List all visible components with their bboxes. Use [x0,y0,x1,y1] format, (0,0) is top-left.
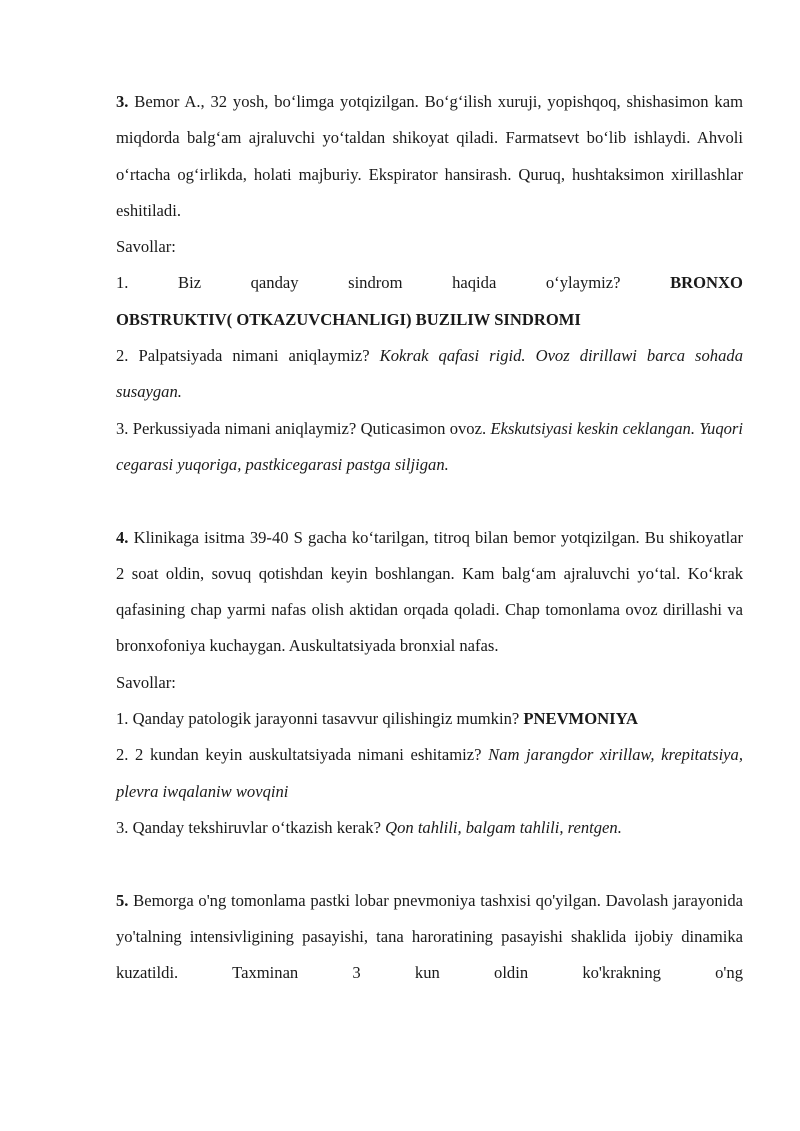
case-3-q3-answer: Ekskutsiyasi keskin ceklangan. Yuqori cegarasi yuqoriga, pastkicegarasi pastga siljigan. [116,418,743,474]
case-4-q3-answer: Qon tahlili, balgam tahlili, rentgen. [385,817,622,837]
document-content [116,84,743,991]
case-3-number: 3. [116,92,129,111]
case-3-q3-text: 3. Perkussiyada nimani aniqlaymiz? Quticasimon ovoz. [116,418,491,438]
q1-word: 1. [116,273,129,293]
case-3-question-1 [116,265,743,301]
case-3-text: Bemor A., 32 yosh, bo‘limga yotqizilgan. Bo‘g‘ilish xuruji, yopishqoq, shishasimon kam miqdorda balg‘am ajraluvchi yo‘taldan shikoyat qiladi. Farmatsevt bo‘lib ishlaydi. Ahvoli o‘rtacha og‘irlikda, holati majburiy. Ekspirator hansirash. Quruq, hushtaksimon xirillashlar eshitiladi. [116,92,743,220]
case-3-description [116,84,743,229]
case-4-q1-text: 1. Qanday patologik jarayonni tasavvur qilishingiz mumkin? [116,709,524,729]
case-3-q2-answer: Kokrak qafasi rigid. Ovoz dirillawi barca sohada susaygan. [116,346,743,402]
paragraph-gap [116,483,743,519]
case-3-questions-label: Savollar: [116,237,176,257]
q1-word: Biz [178,273,202,293]
case-3-q2-text: 2. Palpatsiyada nimani aniqlaymiz? [116,346,380,366]
q1-word: qanday [250,273,299,293]
case-4-q3-text: 3. Qanday tekshiruvlar o‘tkazish kerak? [116,817,386,837]
case-3-question-2 [116,338,743,411]
case-5-number: 5. [116,890,129,910]
case-3-question-3 [116,411,743,484]
case-4-number: 4. [116,527,129,547]
q1-word: o‘ylaymiz? [545,273,621,293]
case-4-question-2 [116,737,743,810]
paragraph-gap [116,846,743,882]
q1-word: haqida [452,273,497,293]
q1-word: sindrom [348,273,403,293]
case-4-question-1 [116,701,743,737]
case-4-q1-answer: PNEVMONIYA [523,709,639,729]
case-4-description [116,520,743,665]
case-3-answer-1: OBSTRUKTIV( OTKAZUVCHANLIGI) BUZILIW SINDROMI [116,309,581,329]
case-4-questions-label: Savollar: [116,672,176,692]
case-5-text: Bemorga o'ng tomonlama pastki lobar pnevmoniya tashxisi qo'yilgan. Davolash jarayonida yo'talning intensivligining pasayishi, tana haroratining pasayishi shaklida ijobiy dinamika kuzatildi. Taxminan 3 kun oldin ko'krakning o'ng [116,890,743,983]
case-4-q2-text: 2. 2 kundan keyin auskultatsiyada nimani eshitamiz? [116,745,489,765]
case-4-question-3 [116,810,743,846]
case-4-text: Klinikaga isitma 39-40 S gacha ko‘tarilgan, titroq bilan bemor yotqizilgan. Bu shikoyatlar 2 soat oldin, sovuq qotishdan keyin boshlangan. Kam balg‘am ajraluvchi yo‘tal. Ko‘krak qafasining chap yarmi nafas olish aktidan orqada qoladi. Chap tomonlama ovoz dirillashi va bronxofoniya kuchaygan. Auskultatsiyada bronxial nafas. [116,527,743,656]
case-5-description [116,883,743,992]
q1-answer-start: BRONXO [670,273,743,293]
case-4-q2-answer: Nam jarangdor xirillaw, krepitatsiya, plevra iwqalaniw wovqini [116,745,743,801]
